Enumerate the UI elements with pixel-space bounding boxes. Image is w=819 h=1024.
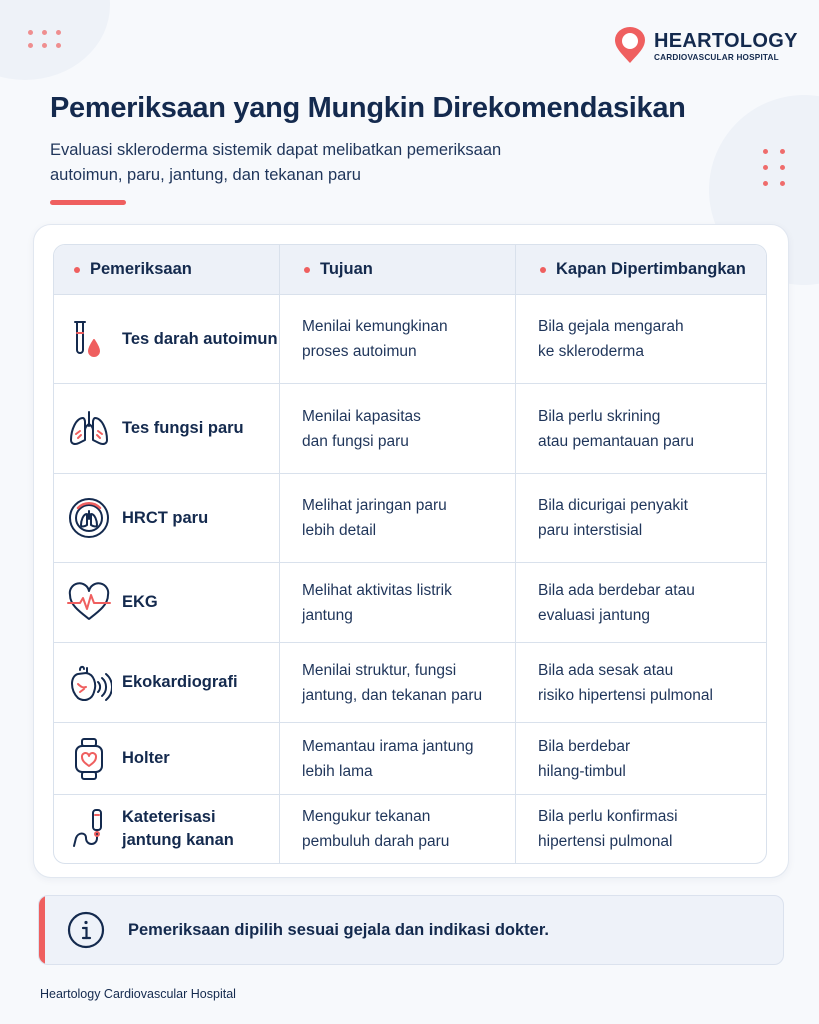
purpose-cell xyxy=(280,474,516,562)
when-text: Bila perlu skrining atau pemantauan paru xyxy=(538,407,694,450)
when-text: Bila berdebar hilang-timbul xyxy=(538,737,631,780)
bullet-dot xyxy=(304,267,310,273)
footer-text: Heartology Cardiovascular Hospital xyxy=(40,987,236,1001)
title-underline xyxy=(50,200,126,205)
table-header xyxy=(54,245,766,295)
ct-scanner-icon xyxy=(66,495,112,541)
info-note xyxy=(38,895,784,965)
exam-cell xyxy=(54,723,280,794)
purpose-text: Melihat jaringan paru lebih detail xyxy=(302,497,447,539)
column-header-when xyxy=(516,245,767,294)
table-row xyxy=(54,295,766,384)
heartology-logo-icon xyxy=(612,26,648,66)
when-cell xyxy=(516,384,767,473)
test-tube-icon xyxy=(66,316,112,362)
when-text: Bila ada berdebar atau evaluasi jantung xyxy=(538,581,695,624)
exam-name: Holter xyxy=(122,749,170,767)
when-text: Bila dicurigai penyakit paru interstisial xyxy=(538,497,688,539)
brand-name: HEARTOLOGY xyxy=(654,29,798,52)
exam-cell xyxy=(54,643,280,722)
exam-cell xyxy=(54,474,280,562)
purpose-text: Menilai kemungkinan proses autoimun xyxy=(302,318,448,360)
when-cell xyxy=(516,643,767,722)
catheter-icon xyxy=(66,806,112,852)
when-cell xyxy=(516,723,767,794)
exam-name: Tes darah autoimun xyxy=(122,329,278,348)
purpose-cell xyxy=(280,384,516,473)
bullet-dot xyxy=(540,267,546,273)
purpose-text: Memantau irama jantung lebih lama xyxy=(302,737,474,780)
purpose-text: Menilai struktur, fungsi jantung, dan tekanan paru xyxy=(302,661,483,704)
brand-logo-block xyxy=(612,26,798,66)
note-text: Pemeriksaan dipilih sesuai gejala dan indikasi dokter. xyxy=(128,920,549,939)
table-row xyxy=(54,723,766,795)
purpose-text: Menilai kapasitas dan fungsi paru xyxy=(302,407,421,450)
when-cell xyxy=(516,295,767,383)
exam-name: Tes fungsi paru xyxy=(122,419,244,437)
column-header-label: Tujuan xyxy=(320,260,373,278)
when-cell xyxy=(516,795,767,863)
exam-name: Kateterisasi jantung kanan xyxy=(122,808,234,849)
when-text: Bila gejala mengarah ke skleroderma xyxy=(538,318,684,360)
note-accent-bar xyxy=(39,896,45,964)
exam-cell xyxy=(54,563,280,642)
info-icon xyxy=(66,910,106,950)
holter-watch-icon xyxy=(66,736,112,782)
purpose-cell xyxy=(280,295,516,383)
exam-cell xyxy=(54,795,280,863)
when-text: Bila perlu konfirmasi hipertensi pulmonal xyxy=(538,808,678,850)
column-header-label: Kapan Dipertimbangkan xyxy=(556,260,746,278)
column-header-exam xyxy=(54,245,280,294)
column-header-label: Pemeriksaan xyxy=(90,260,192,278)
brand-subtitle: CARDIOVASCULAR HOSPITAL xyxy=(654,52,779,62)
echo-heart-icon xyxy=(66,660,112,706)
exam-cell xyxy=(54,384,280,473)
purpose-cell xyxy=(280,723,516,794)
exam-name: HRCT paru xyxy=(122,508,209,527)
table-row xyxy=(54,474,766,563)
column-header-purpose xyxy=(280,245,516,294)
decorative-dots-top-left xyxy=(28,30,61,48)
purpose-text: Melihat aktivitas listrik jantung xyxy=(302,581,452,624)
page-subtitle: Evaluasi skleroderma sistemik dapat melibatkan pemeriksaan autoimun, paru, jantung, dan tekanan paru xyxy=(50,141,502,184)
purpose-cell xyxy=(280,643,516,722)
when-cell xyxy=(516,474,767,562)
table-row xyxy=(54,384,766,474)
exam-cell xyxy=(54,295,280,383)
purpose-cell xyxy=(280,795,516,863)
exam-table-card xyxy=(33,224,789,878)
heart-pulse-icon xyxy=(66,580,112,626)
lungs-icon xyxy=(66,406,112,452)
when-cell xyxy=(516,563,767,642)
page-title: Pemeriksaan yang Mungkin Direkomendasikan xyxy=(50,92,686,124)
decorative-dots-right xyxy=(763,149,785,186)
purpose-cell xyxy=(280,563,516,642)
exam-table xyxy=(53,244,767,864)
table-row xyxy=(54,563,766,643)
table-row xyxy=(54,795,766,863)
when-text: Bila ada sesak atau risiko hipertensi pulmonal xyxy=(538,661,713,704)
purpose-text: Mengukur tekanan pembuluh darah paru xyxy=(302,808,450,850)
exam-name: Ekokardiografi xyxy=(122,673,238,691)
table-row xyxy=(54,643,766,723)
exam-name: EKG xyxy=(122,593,158,611)
bullet-dot xyxy=(74,267,80,273)
